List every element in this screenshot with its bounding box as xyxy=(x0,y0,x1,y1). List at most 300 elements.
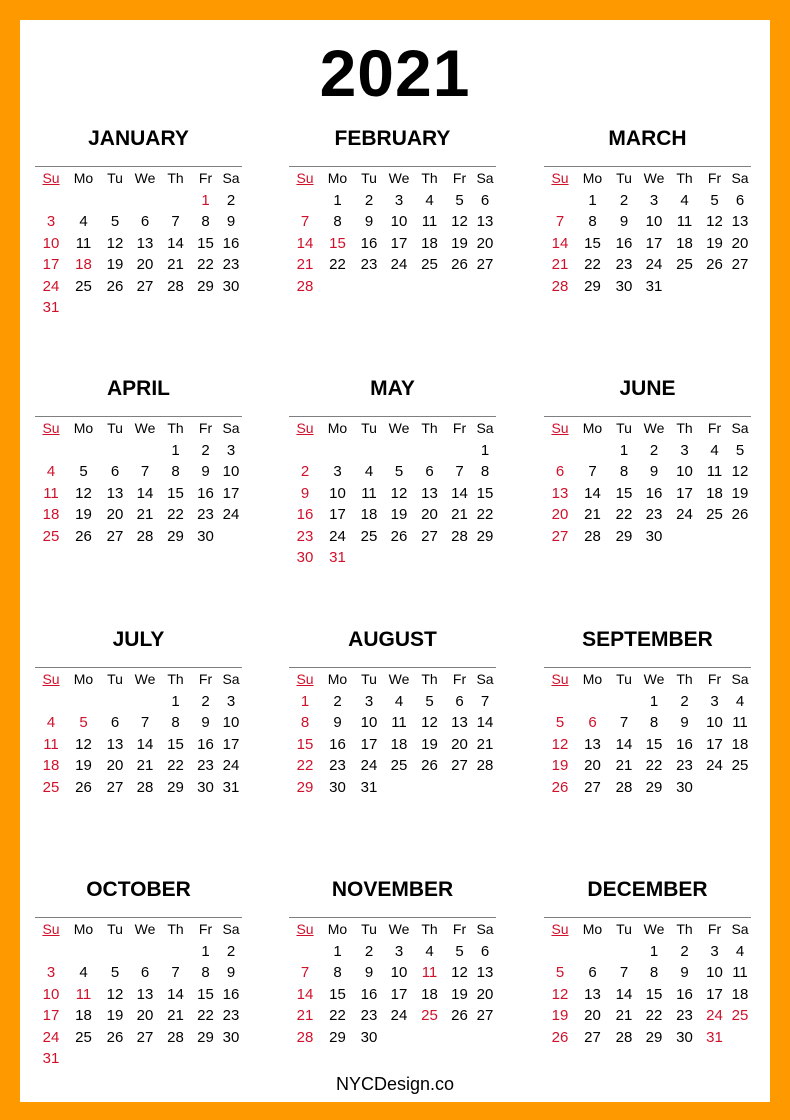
day-cell: 24 xyxy=(222,757,240,774)
day-cell: 25 xyxy=(42,527,60,545)
weekday-header: We xyxy=(134,921,156,937)
day-cell: 17 xyxy=(42,256,60,273)
weekday-header: Tu xyxy=(361,671,377,687)
day-cell: 26 xyxy=(75,527,92,545)
weekday-header: Mo xyxy=(73,420,94,436)
day-cell: 21 xyxy=(136,506,154,523)
day-cell: 6 xyxy=(140,964,150,981)
empty-day xyxy=(130,190,160,212)
day-cell: 16 xyxy=(645,484,663,502)
day-cell: 23 xyxy=(676,757,693,774)
weekday-header: Fr xyxy=(452,420,467,436)
day-cell: 6 xyxy=(588,714,597,731)
day-cell: 14 xyxy=(167,234,184,252)
day-cell: 11 xyxy=(75,985,92,1003)
day-cell: 16 xyxy=(222,985,240,1003)
day-cell: 12 xyxy=(390,484,408,502)
empty-day xyxy=(160,941,191,963)
day-cell: 22 xyxy=(167,757,184,774)
day-cell: 19 xyxy=(390,506,408,523)
empty-day xyxy=(544,691,576,713)
day-cell: 2 xyxy=(364,191,374,209)
day-cell: 21 xyxy=(296,1007,314,1024)
empty-day xyxy=(289,190,321,212)
month-divider xyxy=(35,917,242,918)
day-cell: 19 xyxy=(106,1007,124,1024)
day-cell: 15 xyxy=(167,735,184,753)
day-cell: 12 xyxy=(706,213,723,230)
day-cell: 10 xyxy=(706,964,723,981)
day-cell: 2 xyxy=(201,441,210,459)
day-cell: 21 xyxy=(476,735,494,753)
day-cell: 4 xyxy=(425,191,434,209)
month-name: DECEMBER xyxy=(587,878,708,901)
day-cell: 27 xyxy=(584,778,601,796)
day-cell: 27 xyxy=(476,1007,494,1024)
day-cell: 19 xyxy=(551,1007,569,1024)
month-divider xyxy=(289,416,496,417)
month-name: APRIL xyxy=(107,377,170,400)
day-cell: 25 xyxy=(731,1007,749,1024)
footer-credit: NYCDesign.co xyxy=(335,1074,455,1094)
day-cell: 3 xyxy=(649,191,659,209)
day-cell: 4 xyxy=(79,213,88,230)
day-cell: 6 xyxy=(110,463,120,480)
day-cell: 28 xyxy=(615,1028,633,1046)
day-cell: 22 xyxy=(645,757,663,774)
weekday-header: We xyxy=(388,420,410,436)
day-cell: 9 xyxy=(680,714,689,731)
day-cell: 4 xyxy=(394,692,404,710)
weekday-header: Th xyxy=(167,921,184,937)
day-cell: 8 xyxy=(619,463,629,480)
day-cell: 25 xyxy=(731,757,749,774)
empty-day xyxy=(100,691,130,713)
day-cell: 21 xyxy=(551,256,569,273)
day-cell: 18 xyxy=(421,985,438,1003)
day-cell: 29 xyxy=(329,1028,346,1046)
day-cell: 21 xyxy=(167,1007,184,1024)
weekday-header: Su xyxy=(551,671,569,687)
day-cell: 17 xyxy=(676,484,693,502)
day-cell: 2 xyxy=(364,942,374,960)
day-cell: 31 xyxy=(645,277,663,295)
day-cell: 20 xyxy=(584,757,601,774)
day-cell: 16 xyxy=(360,234,378,252)
day-cell: 1 xyxy=(649,942,659,960)
day-cell: 12 xyxy=(451,964,468,981)
day-cell: 18 xyxy=(731,985,749,1003)
day-cell: 20 xyxy=(476,234,494,252)
day-cell: 30 xyxy=(615,277,633,295)
day-cell: 24 xyxy=(42,1028,60,1046)
day-cell: 31 xyxy=(360,778,378,796)
day-cell: 28 xyxy=(167,1028,184,1046)
day-cell: 1 xyxy=(171,441,180,459)
day-cell: 14 xyxy=(584,484,601,502)
day-cell: 17 xyxy=(706,735,723,753)
day-cell: 6 xyxy=(110,714,120,731)
day-cell: 20 xyxy=(136,1007,154,1024)
day-cell: 12 xyxy=(421,714,438,731)
day-cell: 23 xyxy=(615,256,633,273)
day-cell: 21 xyxy=(167,256,184,273)
weekday-header: Mo xyxy=(582,420,603,436)
weekday-header: Fr xyxy=(198,671,213,687)
day-cell: 18 xyxy=(42,757,60,774)
day-cell: 2 xyxy=(680,692,689,710)
empty-day xyxy=(289,941,321,963)
day-cell: 7 xyxy=(171,964,180,981)
day-cell: 10 xyxy=(360,714,378,731)
weekday-header: Mo xyxy=(327,420,348,436)
day-cell: 9 xyxy=(649,463,659,480)
day-cell: 3 xyxy=(226,441,236,459)
day-cell: 19 xyxy=(451,234,468,252)
day-grid xyxy=(544,168,751,297)
day-cell: 11 xyxy=(43,484,59,502)
day-cell: 23 xyxy=(197,757,214,774)
day-cell: 30 xyxy=(360,1028,378,1046)
day-cell: 3 xyxy=(710,942,719,960)
day-cell: 24 xyxy=(676,506,693,523)
day-cell: 1 xyxy=(171,692,180,710)
empty-day xyxy=(130,440,160,462)
weekday-header: Th xyxy=(421,671,438,687)
weekday-header: Mo xyxy=(582,921,603,937)
day-cell: 17 xyxy=(645,234,663,252)
day-cell: 8 xyxy=(480,463,490,480)
day-cell: 19 xyxy=(75,506,92,523)
day-grid xyxy=(35,919,242,1070)
day-cell: 9 xyxy=(226,964,236,981)
month-divider xyxy=(35,667,242,668)
day-cell: 1 xyxy=(201,942,210,960)
day-cell: 5 xyxy=(555,964,565,981)
day-cell: 17 xyxy=(706,985,723,1003)
year-title: 2021 xyxy=(319,36,471,110)
month-divider xyxy=(544,917,751,918)
day-cell: 7 xyxy=(555,213,565,230)
weekday-header: Tu xyxy=(616,671,632,687)
day-cell: 13 xyxy=(476,213,494,230)
weekday-header: Tu xyxy=(107,420,123,436)
day-cell: 31 xyxy=(42,1050,60,1067)
day-cell: 1 xyxy=(300,692,310,710)
empty-day xyxy=(289,440,321,462)
day-cell: 11 xyxy=(43,735,59,753)
empty-day xyxy=(100,941,130,963)
weekday-header: Fr xyxy=(707,170,722,186)
day-cell: 12 xyxy=(106,985,124,1003)
month-name: OCTOBER xyxy=(86,878,191,901)
weekday-header: Tu xyxy=(616,921,632,937)
month-divider xyxy=(289,917,496,918)
day-cell: 30 xyxy=(197,778,214,796)
weekday-header: Sa xyxy=(222,170,240,186)
weekday-header: Mo xyxy=(73,671,94,687)
day-cell: 6 xyxy=(455,692,464,710)
day-cell: 8 xyxy=(201,964,210,981)
day-cell: 18 xyxy=(75,1007,92,1024)
day-cell: 21 xyxy=(451,506,468,523)
day-cell: 24 xyxy=(329,527,346,545)
day-cell: 12 xyxy=(551,985,569,1003)
empty-day xyxy=(354,440,384,462)
day-cell: 8 xyxy=(300,714,310,731)
month-divider xyxy=(544,416,751,417)
day-cell: 7 xyxy=(300,964,310,981)
weekday-header: We xyxy=(643,671,665,687)
empty-day xyxy=(67,190,100,212)
weekday-header: Tu xyxy=(361,420,377,436)
day-cell: 21 xyxy=(615,757,633,774)
weekday-header: Su xyxy=(296,671,314,687)
day-cell: 16 xyxy=(329,735,346,753)
day-grid xyxy=(544,669,751,798)
day-cell: 21 xyxy=(615,1007,633,1024)
day-cell: 4 xyxy=(710,441,719,459)
day-cell: 23 xyxy=(329,757,346,774)
day-cell: 3 xyxy=(394,942,404,960)
empty-day xyxy=(609,691,639,713)
weekday-header: Tu xyxy=(616,170,632,186)
empty-day xyxy=(100,440,130,462)
day-cell: 23 xyxy=(197,506,214,523)
day-cell: 5 xyxy=(455,191,464,209)
day-cell: 20 xyxy=(421,506,438,523)
day-cell: 2 xyxy=(226,942,236,960)
day-cell: 5 xyxy=(394,463,404,480)
day-cell: 2 xyxy=(649,441,659,459)
weekday-header: Th xyxy=(421,170,438,186)
day-cell: 9 xyxy=(364,964,374,981)
day-cell: 16 xyxy=(296,506,314,523)
day-cell: 29 xyxy=(197,1028,214,1046)
day-cell: 1 xyxy=(588,191,597,209)
day-cell: 23 xyxy=(296,527,314,545)
day-cell: 6 xyxy=(140,213,150,230)
day-cell: 20 xyxy=(106,757,124,774)
day-cell: 29 xyxy=(197,277,214,295)
day-cell: 22 xyxy=(329,1007,346,1024)
weekday-header: Tu xyxy=(107,671,123,687)
month-divider xyxy=(289,667,496,668)
day-cell: 9 xyxy=(226,213,236,230)
day-cell: 12 xyxy=(551,735,569,753)
day-cell: 24 xyxy=(390,1007,408,1024)
day-grid xyxy=(289,919,496,1048)
day-cell: 4 xyxy=(735,942,745,960)
day-cell: 8 xyxy=(588,213,597,230)
day-cell: 16 xyxy=(615,234,633,252)
empty-day xyxy=(544,440,576,462)
day-cell: 10 xyxy=(329,484,346,502)
day-cell: 22 xyxy=(197,1007,214,1024)
weekday-header: Fr xyxy=(707,921,722,937)
weekday-header: Th xyxy=(167,671,184,687)
empty-day xyxy=(544,190,576,212)
day-cell: 20 xyxy=(476,985,494,1003)
day-grid xyxy=(289,418,496,569)
day-cell: 30 xyxy=(222,1028,240,1046)
day-cell: 26 xyxy=(551,778,569,796)
day-cell: 10 xyxy=(390,964,408,981)
weekday-header: We xyxy=(643,420,665,436)
day-cell: 8 xyxy=(649,964,659,981)
empty-day xyxy=(130,941,160,963)
weekday-header: We xyxy=(643,921,665,937)
weekday-header: Fr xyxy=(452,671,467,687)
day-cell: 8 xyxy=(171,463,180,480)
day-cell: 27 xyxy=(106,778,124,796)
day-cell: 26 xyxy=(706,256,723,273)
day-cell: 29 xyxy=(476,527,494,545)
day-cell: 24 xyxy=(360,757,378,774)
day-cell: 19 xyxy=(451,985,468,1003)
day-cell: 4 xyxy=(680,191,689,209)
day-cell: 5 xyxy=(425,692,434,710)
day-cell: 6 xyxy=(588,964,597,981)
day-cell: 20 xyxy=(731,234,749,252)
day-cell: 14 xyxy=(615,985,633,1003)
day-cell: 19 xyxy=(706,234,723,252)
empty-day xyxy=(445,440,474,462)
day-cell: 27 xyxy=(106,527,124,545)
weekday-header: Su xyxy=(551,921,569,937)
empty-day xyxy=(35,691,67,713)
day-cell: 9 xyxy=(333,714,342,731)
day-cell: 11 xyxy=(421,213,438,230)
month-name: JANUARY xyxy=(88,127,189,150)
day-cell: 10 xyxy=(42,234,60,252)
day-cell: 17 xyxy=(222,484,240,502)
weekday-header: Tu xyxy=(107,170,123,186)
day-cell: 13 xyxy=(731,213,749,230)
day-cell: 16 xyxy=(197,735,214,753)
weekday-header: Mo xyxy=(327,921,348,937)
weekday-header: Tu xyxy=(616,420,632,436)
day-cell: 19 xyxy=(551,757,569,774)
day-cell: 30 xyxy=(329,778,346,796)
day-cell: 13 xyxy=(476,964,494,981)
day-cell: 3 xyxy=(394,191,404,209)
month-name: MARCH xyxy=(608,127,687,150)
day-cell: 6 xyxy=(735,191,745,209)
day-grid xyxy=(544,418,751,547)
day-cell: 10 xyxy=(645,213,663,230)
day-cell: 22 xyxy=(197,256,214,273)
empty-day xyxy=(130,691,160,713)
day-cell: 15 xyxy=(329,234,346,252)
day-cell: 17 xyxy=(222,735,240,753)
day-cell: 28 xyxy=(615,778,633,796)
day-cell: 29 xyxy=(584,277,601,295)
day-cell: 8 xyxy=(333,964,342,981)
day-cell: 22 xyxy=(645,1007,663,1024)
empty-day xyxy=(414,440,445,462)
day-cell: 11 xyxy=(732,714,748,731)
day-cell: 11 xyxy=(391,714,407,731)
weekday-header: Fr xyxy=(707,420,722,436)
day-cell: 15 xyxy=(197,234,214,252)
day-cell: 3 xyxy=(46,964,56,981)
day-cell: 24 xyxy=(706,757,723,774)
day-cell: 15 xyxy=(584,234,601,252)
day-cell: 26 xyxy=(421,757,438,774)
day-cell: 15 xyxy=(296,735,314,753)
empty-day xyxy=(35,190,67,212)
weekday-header: Fr xyxy=(452,921,467,937)
day-cell: 10 xyxy=(706,714,723,731)
day-cell: 5 xyxy=(79,714,88,731)
day-cell: 7 xyxy=(619,964,629,981)
day-cell: 5 xyxy=(110,213,120,230)
weekday-header: Th xyxy=(676,671,693,687)
day-cell: 1 xyxy=(201,191,210,209)
weekday-header: Su xyxy=(296,170,314,186)
day-cell: 23 xyxy=(360,256,378,273)
day-grid xyxy=(35,418,242,547)
day-cell: 14 xyxy=(136,735,154,753)
day-cell: 17 xyxy=(42,1007,60,1024)
day-cell: 12 xyxy=(75,735,92,753)
day-cell: 8 xyxy=(649,714,659,731)
weekday-header: Th xyxy=(421,921,438,937)
day-cell: 26 xyxy=(106,1028,124,1046)
day-cell: 2 xyxy=(680,942,689,960)
day-cell: 13 xyxy=(136,234,154,252)
day-cell: 16 xyxy=(360,985,378,1003)
weekday-header: Fr xyxy=(198,921,213,937)
month-divider xyxy=(544,166,751,167)
day-cell: 31 xyxy=(222,778,240,796)
day-cell: 24 xyxy=(645,256,663,273)
empty-day xyxy=(576,941,609,963)
day-cell: 6 xyxy=(480,942,490,960)
day-cell: 5 xyxy=(110,964,120,981)
day-cell: 31 xyxy=(42,299,60,316)
day-cell: 21 xyxy=(136,757,154,774)
day-cell: 29 xyxy=(167,527,184,545)
day-cell: 14 xyxy=(451,484,468,502)
empty-day xyxy=(35,941,67,963)
day-cell: 14 xyxy=(615,735,633,753)
empty-day xyxy=(384,440,414,462)
empty-day xyxy=(609,941,639,963)
day-cell: 30 xyxy=(676,1028,693,1046)
weekday-header: Sa xyxy=(222,671,240,687)
weekday-header: Fr xyxy=(198,170,213,186)
weekday-header: Su xyxy=(42,671,60,687)
day-cell: 2 xyxy=(300,463,310,480)
day-cell: 27 xyxy=(451,757,468,774)
day-cell: 30 xyxy=(296,549,314,566)
day-cell: 26 xyxy=(551,1028,569,1046)
day-cell: 4 xyxy=(735,692,745,710)
weekday-header: Su xyxy=(296,921,314,937)
day-cell: 13 xyxy=(421,484,438,502)
day-cell: 27 xyxy=(731,256,749,273)
weekday-header: Su xyxy=(42,170,60,186)
day-cell: 19 xyxy=(75,757,92,774)
day-cell: 7 xyxy=(480,692,490,710)
day-cell: 11 xyxy=(75,234,92,252)
empty-day xyxy=(576,440,609,462)
day-grid xyxy=(289,669,496,798)
day-cell: 15 xyxy=(329,985,346,1003)
weekday-header: Th xyxy=(676,170,693,186)
